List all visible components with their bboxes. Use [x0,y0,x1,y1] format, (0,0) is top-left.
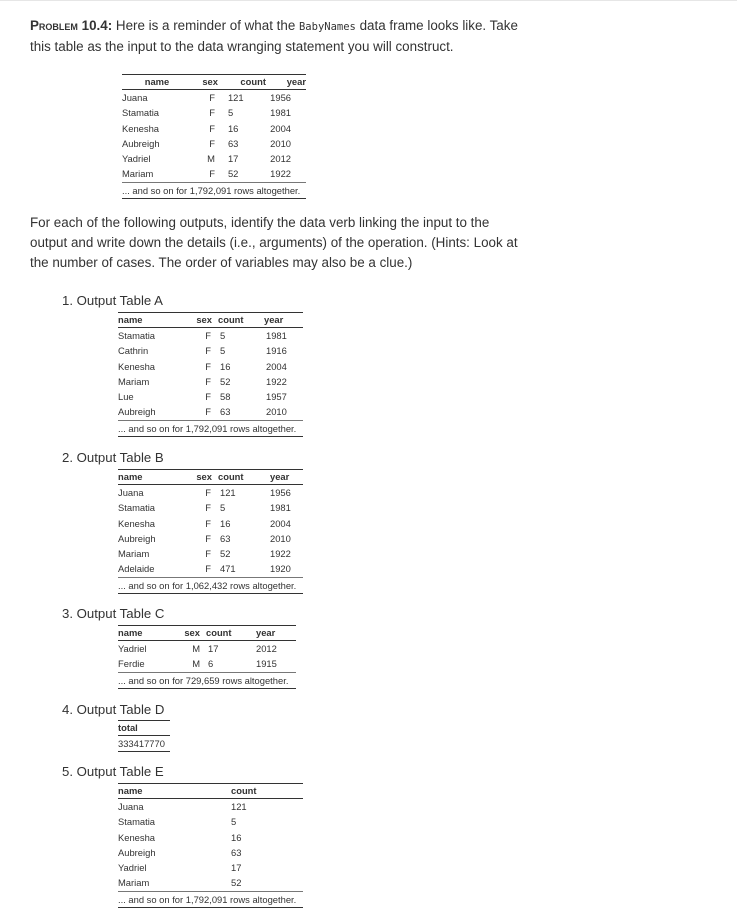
table-row [118,500,303,515]
table-row [118,343,303,358]
item-number: 2. [62,450,73,465]
table-row [118,374,303,389]
table-cell: 2004 [266,360,287,372]
column-header: year [264,314,284,325]
column-header: total [118,722,138,733]
output-table-e [118,783,303,908]
table-row [118,845,303,860]
table-cell: 1922 [270,168,291,180]
table-cell: Stamatia [118,330,155,341]
table-cell: F [205,532,211,544]
table-cell: 2010 [270,532,291,544]
table-cell: 6 [208,658,214,670]
column-header: year [256,627,276,638]
table-cell: F [209,122,215,134]
column-header: sex [196,471,212,482]
column-header: name [118,785,143,796]
table-row [118,656,296,672]
table-cell: 16 [220,517,231,529]
table-cell: 1981 [270,107,291,119]
table-cell: Juana [122,92,148,103]
table-row [118,641,296,657]
item-title: Output Table E [76,764,164,779]
table-row [118,485,303,501]
item-title: Output Table C [76,606,165,621]
table-row [122,105,306,120]
table-cell: Yadriel [118,643,147,654]
column-header: sex [202,76,218,87]
table-cell: 1981 [266,330,287,341]
table-row [118,328,303,344]
table-row [118,404,303,420]
table-cell: 1922 [266,375,287,387]
output-c-heading [62,606,164,622]
table-row [122,121,306,136]
column-header: year [286,76,306,87]
table-footer: ... and so on for 1,792,091 rows altogether. [118,420,303,436]
table-cell: 2010 [270,137,291,149]
table-cell: 1920 [270,563,291,575]
column-header: year [270,471,290,482]
table-cell: 17 [227,153,239,165]
table-cell: 63 [220,406,231,418]
table-cell: 1981 [270,502,291,514]
item-title: Output Table A [76,293,163,308]
table-cell: F [205,375,211,387]
table-cell: 2010 [266,406,287,418]
table-cell: Juana [118,487,144,498]
table-row [118,516,303,531]
table-row [122,151,306,166]
table-cell: 63 [227,137,239,149]
table-row [118,860,303,875]
table-cell: F [205,517,211,529]
table-cell: 1957 [266,391,287,403]
item-number: 4. [62,702,73,717]
table-row [118,546,303,561]
table-cell: Ferdie [118,658,145,670]
table-cell: Yadriel [122,153,151,165]
input-table [122,74,306,199]
table-cell: F [205,563,211,575]
table-cell: 2012 [256,643,277,654]
table-cell: 5 [220,345,226,357]
output-e-heading [62,764,164,780]
table-cell: Stamatia [122,107,159,119]
table-cell: M [207,153,215,165]
table-row [118,875,303,891]
table-cell: Adelaide [118,563,155,575]
column-header: sex [196,314,212,325]
table-row [118,736,170,752]
table-header-row [118,313,303,328]
intro-text-after: data frame looks like. Take this table as the input to the data wranging statement you will construct. [30,18,518,54]
item-number: 1. [62,293,73,308]
table-row [122,166,306,182]
table-cell: 16 [220,360,231,372]
table-cell: 121 [231,801,247,812]
table-footer: ... and so on for 1,062,432 rows altogether. [118,577,303,593]
table-cell: F [209,168,215,180]
instructions: For each of the following outputs, identify the data verb linking the input to the output and write down the details (i.e., arguments) of the operation. (Hints: Look at the number of cases. The order of variables may also be a clue.) [30,215,518,270]
table-cell: 5 [220,330,226,341]
column-header: count [218,314,244,325]
item-title: Output Table D [76,702,165,717]
table-cell: M [192,658,200,670]
table-cell: 2004 [270,517,291,529]
table-row [122,90,306,106]
table-cell: 17 [231,862,242,874]
table-cell: Aubreigh [122,137,160,149]
table-cell: 52 [220,548,231,560]
table-cell: F [205,330,211,341]
item-title: Output Table B [76,450,164,465]
table-cell: Kenesha [122,122,160,134]
table-header-row [122,75,306,90]
table-footer: ... and so on for 729,659 rows altogether. [118,672,296,688]
table-cell: 58 [220,391,231,403]
table-row [118,359,303,374]
item-number: 3. [62,606,73,621]
table-cell: F [209,92,215,103]
output-table-d [118,720,170,752]
table-cell: 1922 [270,548,291,560]
table-cell: 333417770 [118,738,165,749]
table-footer: ... and so on for 1,792,091 rows altogether. [118,891,303,907]
table-cell: 16 [231,831,242,843]
table-cell: Aubreigh [118,846,156,858]
column-header: name [118,627,143,638]
table-row [118,830,303,845]
table-cell: 16 [227,122,239,134]
table-cell: 121 [227,92,244,103]
table-cell: 1956 [270,487,291,498]
problem-intro [30,16,530,57]
column-header: count [240,76,266,87]
table-header-row [118,470,303,485]
table-cell: Juana [118,801,144,812]
output-table-a [118,312,303,437]
table-cell: F [205,487,211,498]
table-cell: F [205,502,211,514]
table-cell: Kenesha [118,360,156,372]
table-row [122,136,306,151]
table-cell: F [205,391,211,403]
column-header: name [144,76,170,87]
table-cell: Lue [118,391,134,403]
table-cell: 1915 [256,658,277,670]
table-cell: 5 [220,502,226,514]
table-cell: 2004 [270,122,291,134]
column-header: count [206,627,232,638]
table-cell: Mariam [122,168,154,180]
table-cell: Aubreigh [118,406,156,418]
column-header: sex [184,627,200,638]
table-cell: Stamatia [118,816,155,828]
table-cell: Kenesha [118,831,156,843]
output-d-heading [62,702,164,718]
table-cell: 5 [227,107,234,119]
table-cell: F [205,548,211,560]
column-header: name [118,314,143,325]
table-header-row [118,626,296,641]
problem-label: Problem 10.4: [30,18,113,33]
table-cell: Mariam [118,877,150,889]
table-cell: 63 [231,846,242,858]
table-cell: F [209,137,215,149]
table-cell: 63 [220,532,231,544]
table-cell: Mariam [118,548,150,560]
table-cell: 52 [231,877,242,889]
table-cell: 471 [220,563,236,575]
output-table-b [118,469,303,594]
table-cell: F [205,406,211,418]
table-footer: ... and so on for 1,792,091 rows altogether. [122,182,306,198]
table-cell: F [205,345,211,357]
table-row [118,561,303,577]
table-cell: M [192,643,200,654]
table-row [118,531,303,546]
table-cell: Kenesha [118,517,156,529]
output-a-heading [62,293,163,309]
dataframe-name: BabyNames [298,21,356,33]
table-cell: 52 [220,375,231,387]
table-cell: 121 [220,487,236,498]
table-cell: Mariam [118,375,150,387]
table-cell: Yadriel [118,862,147,874]
table-header-row [118,784,303,799]
output-table-c [118,625,296,689]
table-cell: Cathrin [118,345,149,357]
table-cell: 1916 [266,345,287,357]
table-cell: 1956 [270,92,291,103]
table-cell: 5 [231,816,237,828]
table-row [118,814,303,829]
table-cell: Stamatia [118,502,155,514]
column-header: count [231,785,257,796]
item-number: 5. [62,764,73,779]
table-cell: F [205,360,211,372]
table-cell: 17 [208,643,219,654]
table-header-row [118,721,170,736]
table-cell: Aubreigh [118,532,156,544]
output-b-heading [62,450,164,466]
column-header: count [218,471,244,482]
table-row [118,799,303,815]
table-cell: F [209,107,215,119]
table-cell: 52 [227,168,239,180]
top-divider [0,0,737,1]
column-header: name [118,471,143,482]
intro-text-before: Here is a reminder of what the [112,18,299,33]
table-cell: 2012 [270,153,291,165]
table-row [118,389,303,404]
